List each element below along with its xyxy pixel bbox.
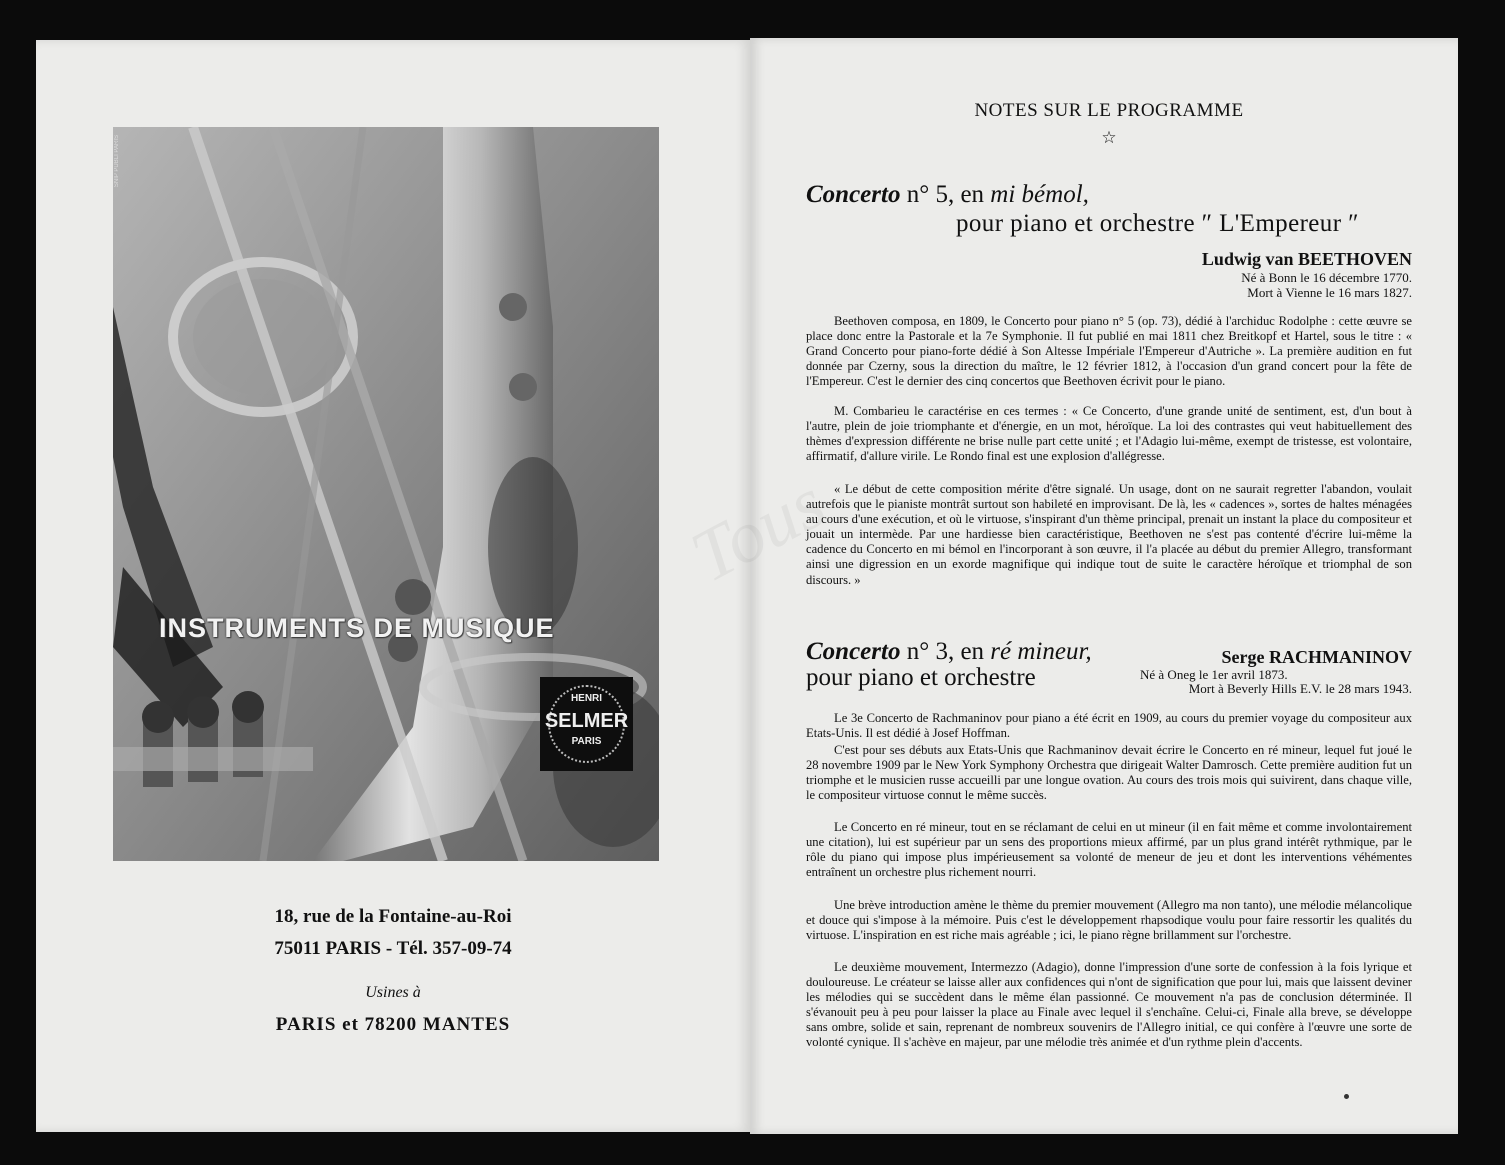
concerto3-title-main: Concerto xyxy=(806,638,901,665)
right-page xyxy=(750,38,1458,1134)
concerto5-paragraph: M. Combarieu le caractérise en ces termes : « Ce Concerto, d'une grande unité de sentiment, est, d'un bout à l'autre, plein de joie triomphante et d'énergie, en un mot, héroïque. La loi des contrastes qui veut habituellement des thèmes d'expression différente ne brise nulle part cette unité ; et l'Adagio lui-même, exempt de tristesse, est volontaire, affirmatif, d'allure virile. Le Rondo final est une explosion d'allégresse. xyxy=(806,404,1412,464)
concerto5-paragraph: « Le début de cette composition mérite d'être signalé. Un usage, dont on ne saurait regretter l'abandon, voulait autrefois que le pianiste montrât surtout son habileté en improvisant. De là, les « cadences », sortes de haltes ménagées au cours d'une exécution, et où le virtuose, s'inspirant d'un thème principal, prenait un instant la place du compositeur et jouait un intermède. Par une hardiesse bien caractéristique, Beethoven ne s'est pas contenté d'écrire lui-même la cadence du Concerto en mi bémol en l'incorporant à son œuvre, il l'a placée au début du premier Allegro, transformant ainsi une digression en un exorde magnifique qui indique tout de suite le caractère héroïque et triomphal de son discours. » xyxy=(806,482,1412,587)
concerto3-title-key: ré mineur, xyxy=(990,638,1092,665)
concerto3-paragraph: Le 3e Concerto de Rachmaninov pour piano a été écrit en 1909, au cours du premier voyage du compositeur aux Etats-Unis. Il est dédié à Josef Hoffman. xyxy=(806,711,1412,741)
concerto3-died: Mort à Beverly Hills E.V. le 28 mars 1943. xyxy=(1188,681,1412,696)
address-street: 18, rue de la Fontaine-au-Roi xyxy=(274,906,512,927)
concerto3-title xyxy=(806,638,1092,666)
concerto3-born: Né à Oneg le 1er avril 1873. xyxy=(1140,667,1288,682)
star-icon: ☆ xyxy=(1101,128,1117,147)
logo-brand: SELMER xyxy=(544,710,629,732)
concerto3-subtitle: pour piano et orchestre xyxy=(806,664,1036,691)
concerto5-born: Né à Bonn le 16 décembre 1770. xyxy=(1241,270,1412,285)
concerto3-paragraph: C'est pour ses débuts aux Etats-Unis que Rachmaninov devait écrire le Concerto en ré mineur, lequel fut joué le 28 novembre 1909 par le New York Symphony Orchestra que dirigeait Walter Damrosch. Cette première audition fut un triomphe et le musicien russe accueilli par une longue ovation. Au cours des trois mois qui suivirent, dans chaque ville, le compositeur virtuose connut le même succès. xyxy=(806,743,1412,803)
address-city-phone: 75011 PARIS - Tél. 357-09-74 xyxy=(274,938,512,959)
concerto5-died: Mort à Vienne le 16 mars 1827. xyxy=(1247,285,1412,300)
concerto3-paragraph: Le Concerto en ré mineur, tout en se réclamant de celui en ut mineur (il en fait même et comme involontairement une citation), lui est supérieur par un sens des proportions mieux affirmé, par un plus grand intérêt rythmique, par le rôle du piano qui impose plus impérieusement sa volonté de meneur de jeu et dont les interventions véhémentes entraînent un orchestre plus richement nourri. xyxy=(806,820,1412,880)
concerto5-paragraph: Beethoven composa, en 1809, le Concerto pour piano n° 5 (op. 73), dédié à l'archiduc Rodolphe : cette œuvre se place donc entre la Pastorale et la 7e Symphonie. Il fut publié en mai 1811 chez Breitkopf et Hartel, sous le titre : « Grand Concerto pour piano-forte dédié à Son Altesse Impériale l'Empereur d'Autriche ». La première audition en fut donnée par Czerny, sous la direction du maître, le 12 février 1812, à l'occasion d'un grand concert pour la fête de l'Empereur. C'est le dernier des cinq concertos que Beethoven écrivit pour le piano. xyxy=(806,314,1412,389)
concerto3-title-no: n° 3, en xyxy=(906,638,985,665)
concerto3-paragraph: Le deuxième mouvement, Intermezzo (Adagio), donne l'impression d'une sorte de confession à la fois lyrique et douloureuse. Le créateur se laisse aller aux confidences qui n'ont de signification que pour lui, mais que laissent deviner les mélodies qui se succèdent dans le même élan passionné. Ce mouvement n'a pas de conclusion déterminée. Il s'évanouit peu à peu pour laisser la place au Finale avec lequel il s'enchaîne. Celui-ci, Finale alla breve, se développe sans ombre, solide et sain, reprenant de nombreux souvenirs de l'Allegro initial, ce qui confère à l'œuvre une sorte de volonté cynique. Il s'achève en majeur, par une mélodie très animée et d'un rythme plein d'accents. xyxy=(806,960,1412,1050)
concerto5-title-no: n° 5, en xyxy=(906,181,985,208)
photo-credit: SNIP PUBLI PARIS xyxy=(114,135,120,188)
concerto3-composer: Serge RACHMANINOV xyxy=(1221,647,1412,667)
logo-henri: HENRI xyxy=(570,693,603,704)
page-title: NOTES SUR LE PROGRAMME xyxy=(974,100,1244,121)
instruments-photo xyxy=(113,127,659,861)
selmer-logo xyxy=(540,677,633,771)
concerto5-title-main: Concerto xyxy=(806,181,901,208)
logo-city: PARIS xyxy=(571,736,602,747)
ad-headline: INSTRUMENTS DE MUSIQUE xyxy=(159,613,555,643)
ink-speck xyxy=(1344,1094,1349,1099)
factories-locations: PARIS et 78200 MANTES xyxy=(275,1014,511,1035)
left-page xyxy=(36,40,750,1132)
concerto3-paragraph: Une brève introduction amène le thème du premier mouvement (Allegro ma non tanto), une mélodie mélancolique et douce qui s'impose à la mémoire. Puis c'est le développement rhapsodique voulu pour faire ressortir les qualités du virtuose. L'inspiration en est riche mais agréable ; ici, le piano règne brillamment sur l'orchestre. xyxy=(806,898,1412,943)
concerto5-composer: Ludwig van BEETHOVEN xyxy=(1201,249,1412,269)
concerto5-title xyxy=(806,181,1089,209)
concerto5-subtitle: pour piano et orchestre ″ L'Empereur ″ xyxy=(956,210,1359,237)
concerto5-title-key: mi bémol, xyxy=(990,181,1089,208)
factories-label: Usines à xyxy=(365,984,421,1001)
